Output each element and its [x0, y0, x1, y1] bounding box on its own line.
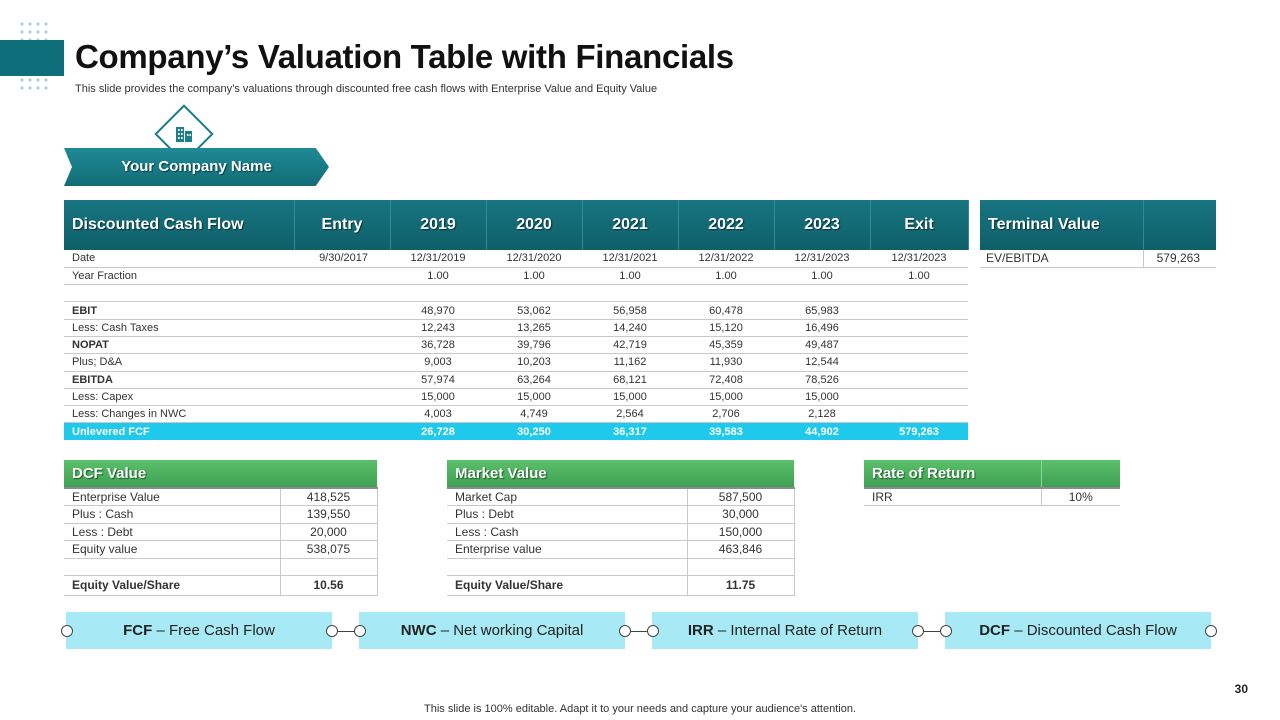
table-row: [64, 319, 968, 336]
table-cell-value: 15,000: [582, 388, 678, 405]
table-cell-value: 12,544: [774, 354, 870, 371]
abbreviation-fcf: [66, 612, 332, 649]
page-number: 30: [1234, 682, 1248, 696]
table-row-total: [447, 575, 794, 595]
rate-of-return-header-blank: [1041, 460, 1120, 488]
table-cell-value: [870, 302, 968, 319]
market-value-header: Market Value: [447, 460, 794, 488]
table-row: [64, 523, 377, 541]
table-cell-value: 42,719: [582, 336, 678, 353]
rate-of-return-header: Rate of Return: [864, 460, 1041, 488]
table-row: [980, 250, 1216, 267]
table-cell-value: 139,550: [280, 506, 377, 524]
table-cell-value: 30,000: [687, 506, 794, 524]
table-cell-label: Date: [64, 250, 294, 267]
table-cell-label: Enterprise Value: [64, 488, 280, 506]
connector-line: [922, 631, 942, 633]
table-row: [64, 406, 968, 423]
table-cell-value: [294, 336, 390, 353]
connector-line: [629, 631, 649, 633]
table-cell-value: 10%: [1041, 488, 1120, 506]
table-row: [64, 354, 968, 371]
table-cell-value: 1.00: [774, 267, 870, 284]
page-subtitle: This slide provides the company’s valuations through discounted free cash flows with Enterprise Value and Equity Value: [75, 83, 658, 95]
table-cell-value: [294, 406, 390, 423]
table-cell-value: 63,264: [486, 371, 582, 388]
table-cell-value: 15,000: [774, 388, 870, 405]
page-title: Company’s Valuation Table with Financials: [75, 38, 734, 75]
table-cell-value: 1.00: [486, 267, 582, 284]
table-cell-value: 11.75: [687, 575, 794, 595]
table-row-highlight: [64, 423, 968, 440]
table-cell-value: 15,000: [678, 388, 774, 405]
dcf-header-row: [64, 200, 968, 250]
dcf-table: [64, 200, 969, 440]
table-row: [64, 388, 968, 405]
table-cell-value: 587,500: [687, 488, 794, 506]
table-cell-value: [870, 371, 968, 388]
table-cell-value: 579,263: [1143, 250, 1216, 267]
abbreviation-term: IRR: [687, 622, 714, 639]
table-row: [64, 250, 968, 267]
table-cell-label: EV/EBITDA: [980, 250, 1143, 267]
rate-of-return-table: [864, 460, 1120, 506]
connector-node: [326, 625, 338, 637]
table-cell-label: IRR: [864, 488, 1041, 506]
dcf-header-cell: 2022: [678, 200, 774, 250]
table-cell-value: 12/31/2021: [582, 250, 678, 267]
table-cell-value: 11,162: [582, 354, 678, 371]
terminal-value-table: [980, 200, 1216, 268]
table-cell-value: 48,970: [390, 302, 486, 319]
table-cell-value: 4,749: [486, 406, 582, 423]
table-cell-label: Plus; D&A: [64, 354, 294, 371]
table-row: [64, 488, 377, 506]
table-cell-value: [294, 285, 390, 302]
table-cell-label: EBITDA: [64, 371, 294, 388]
table-cell-value: 36,728: [390, 336, 486, 353]
table-row-total: [64, 575, 377, 595]
table-row: [64, 506, 377, 524]
table-cell-value: 49,487: [774, 336, 870, 353]
table-cell-value: 12/31/2020: [486, 250, 582, 267]
table-cell-label: Less: Changes in NWC: [64, 406, 294, 423]
table-cell-value: 12,243: [390, 319, 486, 336]
table-cell-value: 14,240: [582, 319, 678, 336]
table-cell-label: EBIT: [64, 302, 294, 319]
abbreviation-definition: – Free Cash Flow: [152, 622, 275, 639]
dcf-value-table: [64, 460, 378, 596]
dcf-header-cell: Entry: [294, 200, 390, 250]
table-row-blank: [64, 558, 377, 575]
abbreviation-definition: – Net working Capital: [436, 622, 584, 639]
table-cell-value: 68,121: [582, 371, 678, 388]
table-cell-label: [64, 285, 294, 302]
table-cell-value: 1.00: [678, 267, 774, 284]
table-row: [64, 302, 968, 319]
abbreviation-nwc: [359, 612, 625, 649]
table-cell-label: Plus : Cash: [64, 506, 280, 524]
table-row-blank: [447, 558, 794, 575]
table-cell-value: 26,728: [390, 423, 486, 440]
table-cell-value: 57,974: [390, 371, 486, 388]
table-cell-value: 9,003: [390, 354, 486, 371]
connector-node: [61, 625, 73, 637]
table-cell-value: 12/31/2023: [870, 250, 968, 267]
table-cell-value: [294, 388, 390, 405]
table-cell-value: [294, 354, 390, 371]
table-cell-value: 15,120: [678, 319, 774, 336]
table-cell-label: NOPAT: [64, 336, 294, 353]
table-cell-value: 56,958: [582, 302, 678, 319]
table-row: [447, 488, 794, 506]
table-row: [64, 285, 968, 302]
table-cell-value: 9/30/2017: [294, 250, 390, 267]
connector-node: [912, 625, 924, 637]
table-cell-value: 11,930: [678, 354, 774, 371]
table-row: [64, 336, 968, 353]
table-cell-value: [294, 302, 390, 319]
table-cell-value: [870, 285, 968, 302]
table-cell-value: 44,902: [774, 423, 870, 440]
table-cell-blank: [447, 558, 687, 575]
table-cell-value: 15,000: [486, 388, 582, 405]
table-cell-value: [774, 285, 870, 302]
table-cell-value: 2,564: [582, 406, 678, 423]
table-cell-value: 10.56: [280, 575, 377, 595]
connector-node: [647, 625, 659, 637]
table-cell-value: 60,478: [678, 302, 774, 319]
table-cell-value: 1.00: [582, 267, 678, 284]
connector-node: [940, 625, 952, 637]
table-cell-label: Unlevered FCF: [64, 423, 294, 440]
table-cell-value: [870, 336, 968, 353]
table-cell-value: 36,317: [582, 423, 678, 440]
table-cell-value: 16,496: [774, 319, 870, 336]
table-cell-value: [582, 285, 678, 302]
table-cell-value: [294, 423, 390, 440]
table-cell-value: 538,075: [280, 541, 377, 559]
table-row: [64, 267, 968, 284]
table-row: [64, 371, 968, 388]
table-cell-label: Less : Debt: [64, 523, 280, 541]
table-cell-blank: [64, 558, 280, 575]
dcf-header-cell: 2019: [390, 200, 486, 250]
table-cell-value: 463,846: [687, 541, 794, 559]
terminal-value-header: Terminal Value: [980, 200, 1143, 250]
table-cell-value: 2,128: [774, 406, 870, 423]
table-cell-value: 10,203: [486, 354, 582, 371]
table-cell-value: 12/31/2022: [678, 250, 774, 267]
table-cell-value: 2,706: [678, 406, 774, 423]
market-value-table: [447, 460, 795, 596]
abbreviation-term: DCF: [979, 622, 1011, 639]
title-accent-bar: [0, 40, 64, 76]
table-row: [64, 541, 377, 559]
dcf-header-cell: Exit: [870, 200, 968, 250]
table-cell-value: 13,265: [486, 319, 582, 336]
table-cell-value: 20,000: [280, 523, 377, 541]
table-cell-value: 12/31/2023: [774, 250, 870, 267]
table-cell-value: [390, 285, 486, 302]
table-cell-value: [678, 285, 774, 302]
table-cell-value: 579,263: [870, 423, 968, 440]
table-cell-value: [294, 267, 390, 284]
dcf-header-cell: 2023: [774, 200, 870, 250]
connector-line: [336, 631, 356, 633]
table-cell-value: [870, 406, 968, 423]
table-cell-value: 65,983: [774, 302, 870, 319]
connector-node: [1205, 625, 1217, 637]
footer-note: This slide is 100% editable. Adapt it to your needs and capture your audience's attention.: [424, 703, 856, 715]
table-cell-value: 30,250: [486, 423, 582, 440]
table-cell-value: 39,796: [486, 336, 582, 353]
table-cell-value: 45,359: [678, 336, 774, 353]
table-cell-label: Year Fraction: [64, 267, 294, 284]
table-cell-label: Equity value: [64, 541, 280, 559]
abbreviation-term: FCF: [123, 622, 153, 639]
table-cell-label: Equity Value/Share: [447, 575, 687, 595]
table-cell-value: 1.00: [390, 267, 486, 284]
table-cell-label: Less : Cash: [447, 523, 687, 541]
table-cell-label: Less: Capex: [64, 388, 294, 405]
table-cell-blank: [687, 558, 794, 575]
abbreviation-definition: – Internal Rate of Return: [713, 622, 883, 639]
table-cell-value: 1.00: [870, 267, 968, 284]
table-cell-label: Plus : Debt: [447, 506, 687, 524]
table-cell-label: Less: Cash Taxes: [64, 319, 294, 336]
table-cell-label: Market Cap: [447, 488, 687, 506]
abbreviation-dcf: [945, 612, 1211, 649]
table-cell-value: 39,583: [678, 423, 774, 440]
table-row: [447, 506, 794, 524]
table-cell-value: [870, 388, 968, 405]
dcf-header-cell: 2020: [486, 200, 582, 250]
dcf-header-cell: 2021: [582, 200, 678, 250]
table-cell-value: [294, 319, 390, 336]
table-cell-label: Equity Value/Share: [64, 575, 280, 595]
table-cell-value: 72,408: [678, 371, 774, 388]
table-cell-value: 53,062: [486, 302, 582, 319]
table-cell-label: Enterprise value: [447, 541, 687, 559]
table-cell-value: 418,525: [280, 488, 377, 506]
dcf-value-header: DCF Value: [64, 460, 377, 488]
abbreviation-irr: [652, 612, 918, 649]
abbreviation-term: NWC: [400, 622, 437, 639]
table-cell-value: [870, 354, 968, 371]
table-cell-value: 12/31/2019: [390, 250, 486, 267]
table-cell-value: [294, 371, 390, 388]
table-cell-value: 150,000: [687, 523, 794, 541]
company-name-label: Your Company Name: [121, 158, 272, 175]
table-cell-value: 4,003: [390, 406, 486, 423]
connector-node: [619, 625, 631, 637]
table-cell-value: [486, 285, 582, 302]
table-row: [447, 541, 794, 559]
table-cell-value: [870, 319, 968, 336]
connector-node: [354, 625, 366, 637]
abbreviation-definition: – Discounted Cash Flow: [1010, 622, 1177, 639]
table-row: [864, 488, 1120, 506]
dcf-header-cell: Discounted Cash Flow: [64, 200, 294, 250]
table-cell-blank: [280, 558, 377, 575]
table-cell-value: 15,000: [390, 388, 486, 405]
terminal-value-header-blank: [1143, 200, 1216, 250]
table-row: [447, 523, 794, 541]
table-cell-value: 78,526: [774, 371, 870, 388]
